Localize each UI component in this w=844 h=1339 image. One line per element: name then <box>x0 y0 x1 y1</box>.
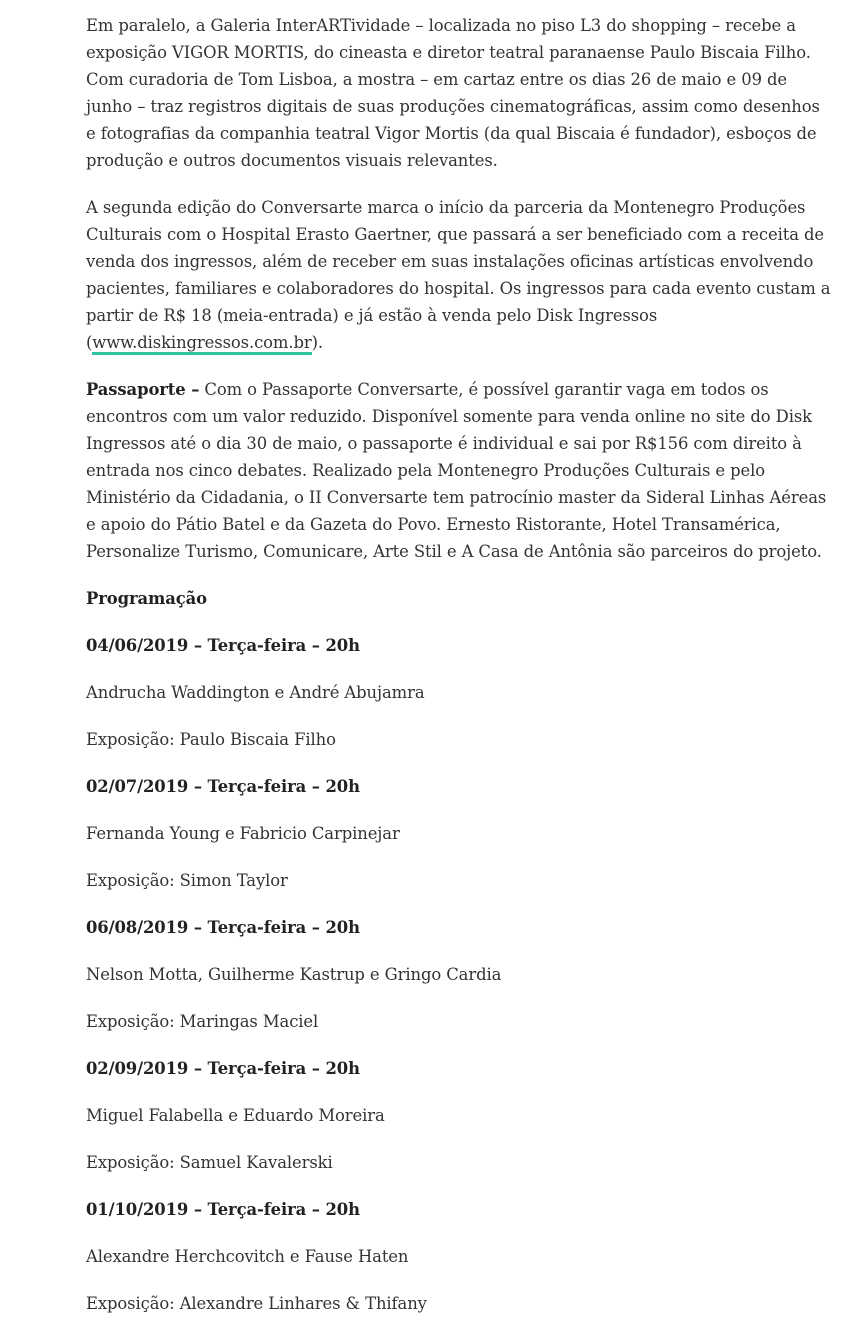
program-section <box>86 585 832 1317</box>
event-exhibition: Exposição: Simon Taylor <box>86 871 288 890</box>
event-exhibition: Exposição: Samuel Kavalerski <box>86 1153 333 1172</box>
event-exhibition: Exposição: Paulo Biscaia Filho <box>86 730 336 749</box>
event-guests: Fernanda Young e Fabricio Carpinejar <box>86 824 400 843</box>
event-exhibition: Exposição: Alexandre Linhares & Thifany <box>86 1294 427 1313</box>
event-guests: Alexandre Herchcovitch e Fause Haten <box>86 1247 409 1266</box>
event-guests: Miguel Falabella e Eduardo Moreira <box>86 1106 385 1125</box>
disk-ingressos-link[interactable]: www.diskingressos.com.br <box>92 333 311 355</box>
paragraph-parceria-end: ). <box>311 333 324 352</box>
paragraph-parceria-text: A segunda edição do Conversarte marca o início da parceria da Montenegro Produções Culturais com o Hospital Erasto Gaertner, que passará a ser beneficiado com a receita de venda dos ingressos, além de receber em suas instalações oficinas artísticas envolvendo pacientes, familiares e colaboradores do hospital. Os ingressos para cada evento custam a partir de R$ 18 (meia-entrada) e já estão à venda pelo Disk Ingressos ( <box>86 198 831 352</box>
paragraph-parceria <box>86 194 832 356</box>
event-guests: Nelson Motta, Guilherme Kastrup e Gringo Cardia <box>86 965 502 984</box>
event-date: 02/07/2019 – Terça-feira – 20h <box>86 777 360 796</box>
article-body <box>86 12 832 1337</box>
event-date: 01/10/2019 – Terça-feira – 20h <box>86 1200 360 1219</box>
event-date: 04/06/2019 – Terça-feira – 20h <box>86 636 360 655</box>
event-date: 06/08/2019 – Terça-feira – 20h <box>86 918 360 937</box>
passaporte-label: Passaporte – <box>86 380 200 399</box>
passaporte-text: Com o Passaporte Conversarte, é possível garantir vaga em todos os encontros com um valor reduzido. Disponível somente para venda online no site do Disk Ingressos até o dia 30 de maio, o passaporte é individual e sai por R$156 com direito à entrada nos cinco debates. Realizado pela Montenegro Produções Culturais e pelo Ministério da Cidadania, o II Conversarte tem patrocínio master da Sideral Linhas Aéreas e apoio do Pátio Batel e da Gazeta do Povo. Ernesto Ristorante, Hotel Transamérica, Personalize Turismo, Comunicare, Arte Stil e A Casa de Antônia são parceiros do projeto. <box>86 380 827 561</box>
event-date: 02/09/2019 – Terça-feira – 20h <box>86 1059 360 1078</box>
event-guests: Andrucha Waddington e André Abujamra <box>86 683 425 702</box>
program-heading: Programação <box>86 589 208 608</box>
event-exhibition: Exposição: Maringas Maciel <box>86 1012 319 1031</box>
paragraph-passaporte <box>86 376 832 565</box>
paragraph-galeria: Em paralelo, a Galeria InterARTividade – localizada no piso L3 do shopping – recebe a exposição VIGOR MORTIS, do cineasta e diretor teatral paranaense Paulo Biscaia Filho. Com curadoria de Tom Lisboa, a mostra – em cartaz entre os dias 26 de maio e 09 de junho – traz registros digitais de suas produções cinematográficas, assim como desenhos e fotografias da companhia teatral Vigor Mortis (da qual Biscaia é fundador), esboços de produção e outros documentos visuais relevantes. <box>86 16 820 170</box>
